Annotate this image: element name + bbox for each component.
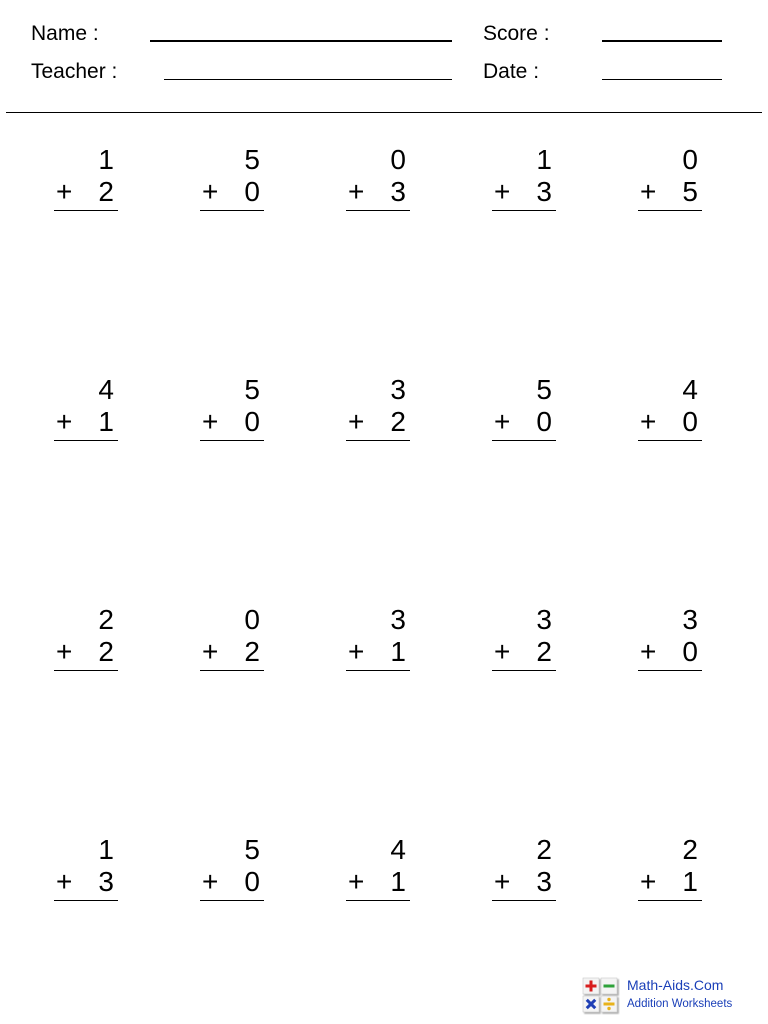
plus-sign: + xyxy=(640,636,657,667)
answer-line xyxy=(346,440,410,441)
score-field-line[interactable] xyxy=(602,40,722,42)
answer-line xyxy=(346,670,410,671)
plus-sign: + xyxy=(202,866,219,897)
plus-sign: + xyxy=(494,866,511,897)
problem-bottom-number: 1 xyxy=(390,866,406,897)
problem-bottom-number: 0 xyxy=(682,636,698,667)
answer-line xyxy=(638,440,702,441)
problem-top-number: 3 xyxy=(682,604,698,635)
problem-top-number: 2 xyxy=(536,834,552,865)
answer-line xyxy=(54,670,118,671)
plus-sign: + xyxy=(56,636,73,667)
plus-sign: + xyxy=(56,176,73,207)
teacher-label: Teacher : xyxy=(31,60,118,83)
plus-sign: + xyxy=(640,866,657,897)
site-name[interactable]: Math-Aids.Com xyxy=(627,977,724,993)
problem-top-number: 4 xyxy=(390,834,406,865)
problem-bottom-number: 0 xyxy=(536,406,552,437)
answer-line xyxy=(492,670,556,671)
answer-line xyxy=(492,900,556,901)
addition-problem xyxy=(346,834,410,900)
addition-problem xyxy=(638,834,702,900)
problem-bottom-number: 1 xyxy=(98,406,114,437)
problem-top-number: 3 xyxy=(536,604,552,635)
answer-line xyxy=(492,210,556,211)
plus-sign: + xyxy=(640,176,657,207)
math-operators-logo-icon xyxy=(582,977,620,1015)
answer-line xyxy=(200,210,264,211)
plus-sign: + xyxy=(202,406,219,437)
problem-bottom-number: 0 xyxy=(244,176,260,207)
problem-bottom-number: 0 xyxy=(244,866,260,897)
plus-sign: + xyxy=(56,866,73,897)
name-label: Name : xyxy=(31,22,99,45)
problem-bottom-number: 3 xyxy=(98,866,114,897)
math-aids-logo xyxy=(582,975,752,1017)
plus-sign: + xyxy=(348,406,365,437)
problem-bottom-number: 5 xyxy=(682,176,698,207)
addition-problem xyxy=(492,374,556,440)
plus-sign: + xyxy=(494,406,511,437)
answer-line xyxy=(54,900,118,901)
addition-problem xyxy=(638,144,702,210)
worksheet-subtitle: Addition Worksheets xyxy=(627,998,733,1010)
problem-top-number: 3 xyxy=(390,604,406,635)
problem-top-number: 1 xyxy=(98,144,114,175)
problem-top-number: 5 xyxy=(244,144,260,175)
problem-top-number: 4 xyxy=(98,374,114,405)
addition-problem xyxy=(200,834,264,900)
addition-problem xyxy=(638,604,702,670)
answer-line xyxy=(200,670,264,671)
addition-problem xyxy=(492,834,556,900)
answer-line xyxy=(200,900,264,901)
addition-problem xyxy=(54,144,118,210)
problem-bottom-number: 3 xyxy=(390,176,406,207)
score-label: Score : xyxy=(483,22,550,45)
addition-problem xyxy=(200,374,264,440)
problem-bottom-number: 2 xyxy=(98,176,114,207)
plus-sign: + xyxy=(640,406,657,437)
plus-sign: + xyxy=(494,636,511,667)
problem-bottom-number: 2 xyxy=(390,406,406,437)
addition-problem xyxy=(638,374,702,440)
addition-problem xyxy=(54,604,118,670)
problem-top-number: 3 xyxy=(390,374,406,405)
answer-line xyxy=(638,900,702,901)
problem-top-number: 1 xyxy=(536,144,552,175)
teacher-field-line[interactable] xyxy=(164,79,452,80)
addition-problem xyxy=(346,604,410,670)
problem-top-number: 0 xyxy=(682,144,698,175)
answer-line xyxy=(200,440,264,441)
problem-bottom-number: 0 xyxy=(682,406,698,437)
plus-sign: + xyxy=(56,406,73,437)
problem-bottom-number: 1 xyxy=(682,866,698,897)
plus-sign: + xyxy=(348,866,365,897)
name-field-line[interactable] xyxy=(150,40,452,42)
problem-top-number: 2 xyxy=(682,834,698,865)
plus-sign: + xyxy=(202,636,219,667)
answer-line xyxy=(492,440,556,441)
problem-bottom-number: 2 xyxy=(244,636,260,667)
problem-top-number: 5 xyxy=(536,374,552,405)
date-field-line[interactable] xyxy=(602,79,722,80)
problem-bottom-number: 0 xyxy=(244,406,260,437)
problem-top-number: 2 xyxy=(98,604,114,635)
problem-top-number: 4 xyxy=(682,374,698,405)
problem-bottom-number: 2 xyxy=(536,636,552,667)
date-label: Date : xyxy=(483,60,540,83)
problem-top-number: 5 xyxy=(244,374,260,405)
problem-bottom-number: 3 xyxy=(536,176,552,207)
addition-problem xyxy=(346,374,410,440)
problem-bottom-number: 1 xyxy=(390,636,406,667)
problem-top-number: 0 xyxy=(390,144,406,175)
answer-line xyxy=(54,210,118,211)
answer-line xyxy=(638,670,702,671)
problem-bottom-number: 3 xyxy=(536,866,552,897)
answer-line xyxy=(346,210,410,211)
problem-top-number: 5 xyxy=(244,834,260,865)
addition-problem xyxy=(200,604,264,670)
problem-bottom-number: 2 xyxy=(98,636,114,667)
plus-sign: + xyxy=(348,636,365,667)
header-divider xyxy=(6,112,762,113)
problem-top-number: 0 xyxy=(244,604,260,635)
addition-problem xyxy=(54,374,118,440)
plus-sign: + xyxy=(494,176,511,207)
addition-problem xyxy=(492,144,556,210)
addition-problem xyxy=(54,834,118,900)
addition-problem xyxy=(492,604,556,670)
plus-sign: + xyxy=(348,176,365,207)
addition-problem xyxy=(200,144,264,210)
answer-line xyxy=(54,440,118,441)
answer-line xyxy=(346,900,410,901)
problem-top-number: 1 xyxy=(98,834,114,865)
addition-problem xyxy=(346,144,410,210)
plus-sign: + xyxy=(202,176,219,207)
answer-line xyxy=(638,210,702,211)
